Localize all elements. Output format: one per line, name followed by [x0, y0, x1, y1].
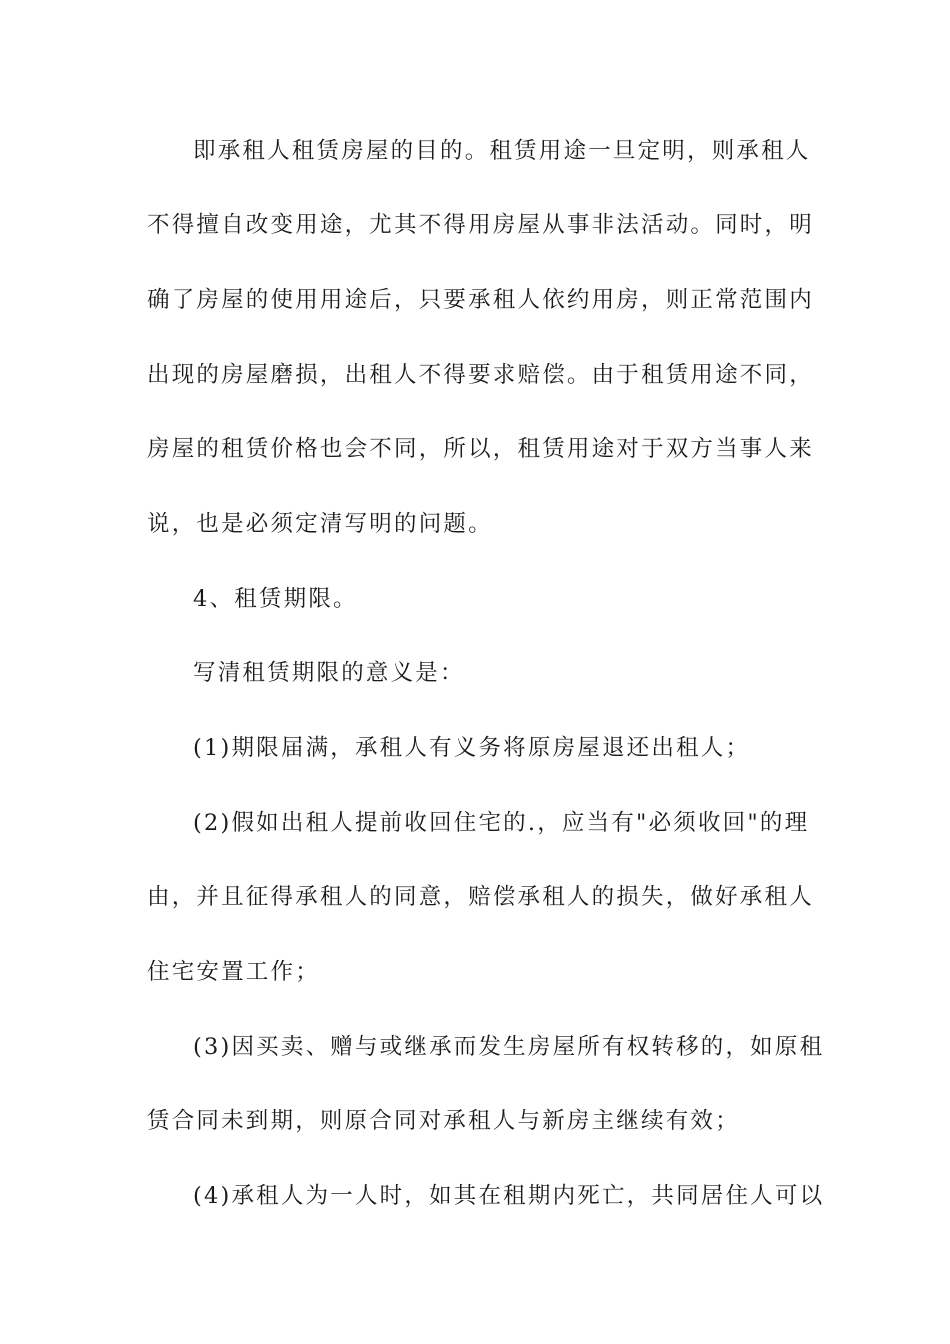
text-line: 说，也是必须定清写明的问题。: [147, 511, 493, 537]
section-heading: 4、租赁期限。: [193, 586, 358, 612]
text-line: 写清租赁期限的意义是：: [193, 660, 465, 686]
text-line: 出现的房屋磨损，出租人不得要求赔偿。由于租赁用途不同，: [147, 362, 814, 388]
text-line: 房屋的租赁价格也会不同，所以，租赁用途对于双方当事人来: [147, 436, 814, 462]
text-line: 由，并且征得承租人的同意，赔偿承租人的损失，做好承租人: [147, 884, 814, 910]
list-item: (2)假如出租人提前收回住宅的.，应当有"必须收回"的理: [193, 810, 810, 836]
text-line: 即承租人租赁房屋的目的。租赁用途一旦定明，则承租人: [193, 138, 811, 164]
list-item: (1)期限届满，承租人有义务将原房屋退还出租人；: [193, 735, 751, 761]
list-item: (3)因买卖、赠与或继承而发生房屋所有权转移的，如原租: [193, 1034, 825, 1060]
text-line: 赁合同未到期，则原合同对承租人与新房主继续有效；: [147, 1108, 740, 1134]
list-item: (4)承租人为一人时，如其在租期内死亡，共同居住人可以: [193, 1183, 825, 1209]
text-line: 确了房屋的使用用途后，只要承租人依约用房，则正常范围内: [147, 287, 814, 313]
text-line: 不得擅自改变用途，尤其不得用房屋从事非法活动。同时，明: [147, 212, 814, 238]
text-line: 住宅安置工作；: [147, 959, 320, 985]
